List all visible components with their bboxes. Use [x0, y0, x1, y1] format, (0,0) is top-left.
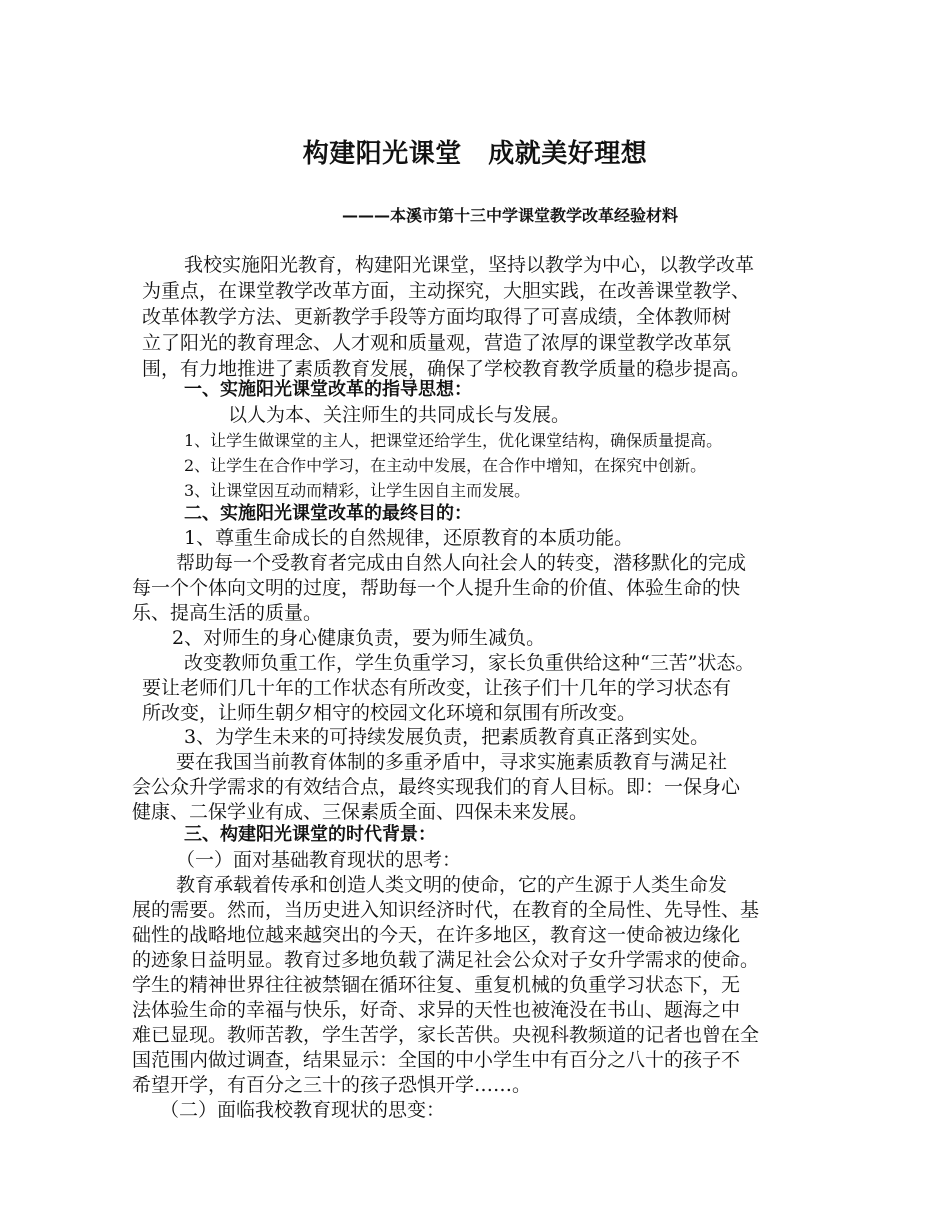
- paragraph-line: 改革体教学方法、更新教学手段等方面均取得了可喜成绩，全体教师树: [142, 306, 732, 328]
- paragraph-line: 围，有力地推进了素质教育发展，确保了学校教育教学质量的稳步提高。: [142, 358, 751, 380]
- list-item: 2、对师生的身心健康负责，要为师生减负。: [172, 627, 546, 649]
- paragraph-line: 会公众升学需求的有效结合点，最终实现我们的育人目标。即：一保身心: [132, 776, 741, 798]
- paragraph-line: 我校实施阳光教育，构建阳光课堂，坚持以教学为中心，以教学改革: [184, 254, 755, 276]
- list-item: 3、为学生未来的可持续发展负责，把素质教育真正落到实处。: [184, 726, 710, 748]
- paragraph-line: 教育承载着传承和创造人类文明的使命，它的产生源于人类生命发: [176, 874, 728, 896]
- paragraph-line: 的迹象日益明显。教育过多地负载了满足社会公众对子女升学需求的使命。: [132, 949, 760, 971]
- paragraph-line: 展的需要。然而，当历史进入知识经济时代，在教育的全局性、先导性、基: [132, 899, 760, 921]
- paragraph-line: 础性的战略地位越来越突出的今天，在许多地区，教育这一使命被边缘化: [132, 924, 741, 946]
- paragraph-line: 健康、二保学业有成、三保素质全面、四保未来发展。: [132, 801, 589, 823]
- paragraph-line: 要让老师们几十年的工作状态有所改变，让孩子们十几年的学习状态有: [142, 677, 732, 699]
- paragraph-line: 乐、提高生活的质量。: [132, 602, 323, 624]
- list-item: 2、让学生在合作中学习，在主动中发展，在合作中增知，在探究中创新。: [184, 456, 707, 475]
- subsection-heading: （二）面临我校教育现状的思变：: [160, 1099, 446, 1121]
- page-subtitle: ———本溪市第十三中学课堂教学改革经验材料: [342, 206, 679, 225]
- section-heading: 一、实施阳光课堂改革的指导思想：: [184, 379, 472, 400]
- paragraph-line: 难已显现。教师苦教，学生苦学，家长苦供。央视科教频道的记者也曾在全: [132, 1024, 760, 1046]
- list-item: 1、让学生做课堂的主人，把课堂还给学生，优化课堂结构，确保质量提高。: [184, 431, 723, 450]
- paragraph-line: 法体验生命的幸福与快乐，好奇、求异的天性也被淹没在书山、题海之中: [132, 999, 741, 1021]
- paragraph-line: 改变教师负重工作，学生负重学习，家长负重供给这种“三苦”状态。: [184, 652, 755, 674]
- paragraph-line: 所改变，让师生朝夕相守的校园文化环境和氛围有所改变。: [142, 702, 637, 724]
- paragraph-line: 希望开学，有百分之三十的孩子恐惧开学……。: [132, 1074, 532, 1096]
- paragraph-line: 每一个个体向文明的过度，帮助每一个人提升生命的价值、体验生命的快: [132, 577, 741, 599]
- list-item: 3、让课堂因互动而精彩，让学生因自主而发展。: [184, 481, 531, 500]
- page-title: 构建阳光课堂 成就美好理想: [302, 139, 648, 169]
- paragraph-line: 帮助每一个受教育者完成由自然人向社会人的转变，潜移默化的完成: [176, 552, 747, 574]
- list-item: 1、尊重生命成长的自然规律，还原教育的本质功能。: [184, 527, 634, 549]
- paragraph-line: 立了阳光的教育理念、人才观和质量观，营造了浓厚的课堂教学改革氛: [142, 332, 732, 354]
- paragraph-line: 要在我国当前教育体制的多重矛盾中，寻求实施素质教育与满足社: [176, 751, 728, 773]
- subsection-heading: （一）面对基础教育现状的思考：: [176, 849, 462, 871]
- section-heading: 二、实施阳光课堂改革的最终目的：: [184, 503, 472, 524]
- paragraph-line: 以人为本、关注师生的共同成长与发展。: [228, 404, 571, 426]
- section-heading: 三、构建阳光课堂的时代背景：: [184, 824, 436, 845]
- paragraph-line: 学生的精神世界往往被禁锢在循环往复、重复机械的负重学习状态下，无: [132, 974, 741, 996]
- paragraph-line: 为重点，在课堂教学改革方面，主动探究，大胆实践，在改善课堂教学、: [142, 280, 751, 302]
- paragraph-line: 国范围内做过调查，结果显示：全国的中小学生中有百分之八十的孩子不: [132, 1049, 741, 1071]
